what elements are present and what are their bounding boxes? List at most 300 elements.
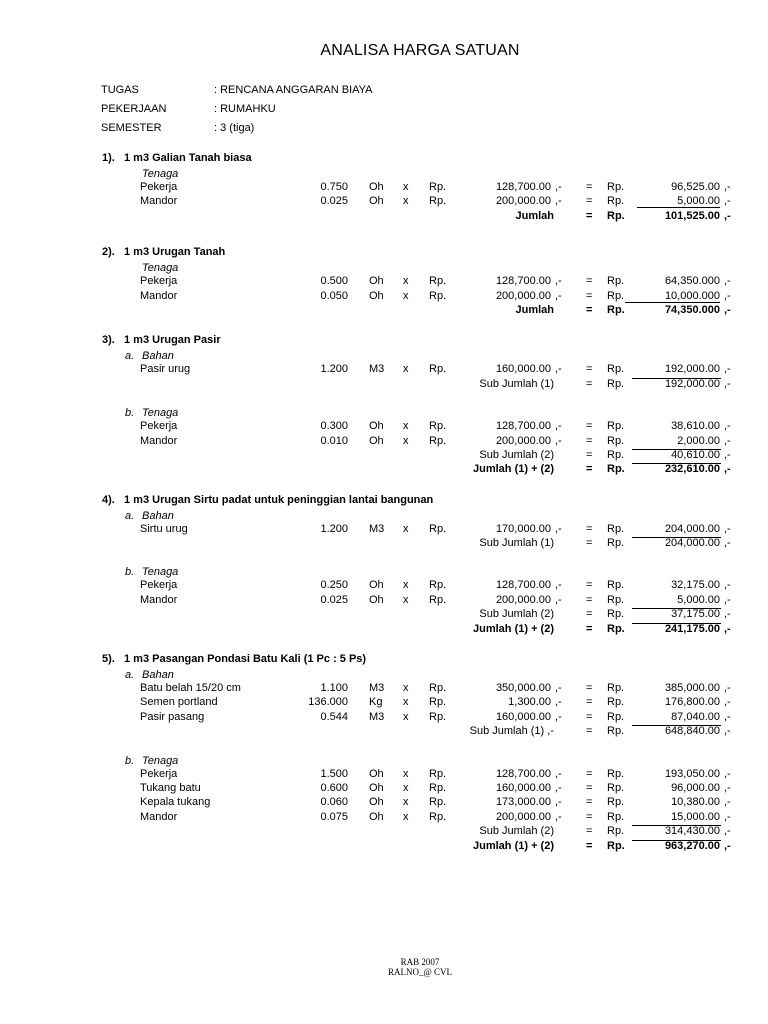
equals-sign: = [586, 839, 593, 852]
item-group [0, 167, 768, 210]
meta-value: : 3 (tiga) [214, 122, 255, 134]
equals-sign: = [586, 579, 593, 592]
price-suffix: ,- [555, 682, 562, 695]
currency-label: Rp. [607, 209, 625, 222]
currency-label: Rp. [607, 696, 625, 709]
equals-sign: = [586, 810, 593, 823]
group-heading [0, 754, 768, 768]
item-unit: Kg [369, 696, 383, 709]
item-total: 385,000.00 [664, 682, 720, 695]
total-suffix: ,- [724, 608, 731, 621]
currency-label: Rp. [607, 463, 625, 476]
currency-label: Rp. [429, 420, 447, 433]
total-suffix: ,- [724, 463, 731, 476]
item-coefficient: 0.060 [320, 796, 348, 809]
item-unit: Oh [369, 593, 384, 606]
item-unit: M3 [369, 682, 385, 695]
section-title [0, 244, 768, 261]
group-prefix: a. [125, 669, 135, 682]
equals-sign: = [586, 209, 593, 222]
currency-label: Rp. [607, 796, 625, 809]
subtotal-row [0, 378, 768, 392]
item-total: 2,000.00 [677, 434, 720, 447]
multiply-sign: x [403, 682, 409, 695]
item-name: Mandor [140, 810, 178, 823]
item-coefficient: 1.200 [320, 522, 348, 535]
item-coefficient: 0.075 [320, 810, 348, 823]
currency-label: Rp. [607, 448, 625, 461]
item-unit-price: 173,000.00 [495, 796, 551, 809]
group-heading [0, 261, 768, 275]
item-total: 193,050.00 [664, 767, 720, 780]
total-suffix: ,- [724, 275, 731, 288]
total-suffix: ,- [724, 522, 731, 535]
item-unit: M3 [369, 363, 385, 376]
group-label: Tenaga [142, 407, 179, 420]
section-total-value: 232,610.00 [664, 463, 720, 476]
item-group [0, 349, 768, 392]
item-coefficient: 0.300 [320, 420, 348, 433]
section-total-label: Jumlah (1) + (2) [473, 463, 554, 476]
section-name: 1 m3 Urugan Pasir [124, 334, 221, 347]
item-total: 38,610.00 [671, 420, 720, 433]
item-unit: Oh [369, 767, 384, 780]
equals-sign: = [586, 522, 593, 535]
item-unit-price: 128,700.00 [495, 181, 551, 193]
item-coefficient: 0.500 [320, 275, 348, 288]
item-unit-price: 128,700.00 [495, 275, 551, 288]
meta-label: PEKERJAAN [101, 103, 167, 115]
item-total: 10,380.00 [671, 796, 720, 809]
currency-label: Rp. [429, 710, 447, 723]
item-unit: Oh [369, 796, 384, 809]
item-unit-price: 1,300.00 [508, 696, 551, 709]
item-name: Mandor [140, 289, 178, 302]
item-group [0, 754, 768, 840]
analysis-section [0, 332, 768, 477]
currency-label: Rp. [429, 275, 447, 288]
item-total: 96,000.00 [671, 781, 720, 794]
equals-sign: = [586, 593, 593, 606]
document-title: ANALISA HARGA SATUAN [320, 42, 520, 59]
currency-label: Rp. [607, 781, 625, 794]
price-suffix: ,- [555, 522, 562, 535]
item-unit-price: 200,000.00 [495, 810, 551, 823]
multiply-sign: x [403, 420, 409, 433]
item-coefficient: 1.200 [320, 363, 348, 376]
subtotal-value: 314,430.00 [664, 825, 720, 838]
multiply-sign: x [403, 363, 409, 376]
currency-label: Rp. [607, 434, 625, 447]
total-suffix: ,- [724, 622, 731, 635]
item-coefficient: 136.000 [308, 696, 348, 709]
item-unit: M3 [369, 522, 385, 535]
equals-sign: = [586, 696, 593, 709]
equals-sign: = [586, 303, 593, 316]
item-unit-price: 170,000.00 [495, 522, 551, 535]
item-name: Pasir pasang [140, 710, 205, 723]
multiply-sign: x [403, 579, 409, 592]
group-heading [0, 167, 768, 181]
item-unit-price: 200,000.00 [495, 289, 551, 302]
item-unit: Oh [369, 434, 384, 447]
item-total: 64,350.000 [664, 275, 720, 288]
price-suffix: ,- [555, 195, 562, 208]
analysis-section [0, 492, 768, 637]
total-suffix: ,- [724, 682, 731, 695]
section-number: 1). [102, 152, 115, 164]
item-name: Tukang batu [140, 781, 201, 794]
subtotal-label: Sub Jumlah (1) ,- [469, 725, 554, 738]
total-suffix: ,- [724, 195, 731, 208]
item-name: Batu belah 15/20 cm [140, 682, 241, 695]
section-total-label: Jumlah (1) + (2) [473, 839, 554, 852]
total-suffix: ,- [724, 434, 731, 447]
currency-label: Rp. [429, 579, 447, 592]
item-name: Pekerja [140, 275, 178, 288]
subtotal-value: 40,610.00 [671, 448, 720, 461]
currency-label: Rp. [607, 195, 625, 208]
currency-label: Rp. [607, 682, 625, 695]
item-name: Pekerja [140, 420, 178, 433]
total-suffix: ,- [724, 825, 731, 838]
subtotal-label: Sub Jumlah (2) [479, 448, 554, 461]
analysis-section [0, 651, 768, 854]
group-prefix: b. [125, 407, 135, 420]
item-unit-price: 200,000.00 [495, 434, 551, 447]
currency-label: Rp. [429, 289, 447, 302]
item-name: Kepala tukang [140, 796, 211, 809]
price-suffix: ,- [555, 696, 562, 709]
currency-label: Rp. [607, 608, 625, 621]
group-prefix: a. [125, 509, 135, 522]
currency-label: Rp. [429, 696, 447, 709]
multiply-sign: x [403, 289, 409, 302]
item-row [0, 363, 768, 377]
equals-sign: = [586, 608, 593, 621]
section-total-label: Jumlah [515, 303, 554, 316]
item-group [0, 509, 768, 552]
equals-sign: = [586, 377, 593, 390]
multiply-sign: x [403, 275, 409, 288]
total-suffix: ,- [724, 363, 731, 376]
item-unit-price: 128,700.00 [495, 767, 551, 780]
item-row [0, 711, 768, 725]
item-name: Pekerja [140, 767, 178, 780]
item-unit-price: 128,700.00 [495, 420, 551, 433]
item-name: Mandor [140, 434, 178, 447]
section-title [0, 651, 768, 668]
multiply-sign: x [403, 195, 409, 208]
multiply-sign: x [403, 181, 409, 193]
meta-value: : RENCANA ANGGARAN BIAYA [214, 84, 373, 96]
total-suffix: ,- [724, 767, 731, 780]
item-unit-price: 160,000.00 [495, 781, 551, 794]
total-suffix: ,- [724, 303, 731, 316]
section-number: 3). [102, 334, 115, 347]
item-name: Pekerja [140, 181, 178, 193]
equals-sign: = [586, 289, 593, 302]
item-row [0, 290, 768, 304]
item-row [0, 195, 768, 209]
item-unit-price: 128,700.00 [495, 579, 551, 592]
total-suffix: ,- [724, 420, 731, 433]
currency-label: Rp. [607, 579, 625, 592]
item-unit-price: 160,000.00 [495, 363, 551, 376]
item-coefficient: 0.050 [320, 289, 348, 302]
section-total-value: 963,270.00 [664, 839, 720, 852]
group-label: Tenaga [142, 168, 179, 180]
item-total: 32,175.00 [671, 579, 720, 592]
item-coefficient: 0.600 [320, 781, 348, 794]
item-coefficient: 0.544 [320, 710, 348, 723]
subtotal-value: 37,175.00 [671, 608, 720, 621]
item-row [0, 696, 768, 710]
currency-label: Rp. [429, 522, 447, 535]
item-total: 5,000.00 [677, 593, 720, 606]
currency-label: Rp. [607, 275, 625, 288]
equals-sign: = [586, 363, 593, 376]
item-row [0, 275, 768, 289]
total-suffix: ,- [724, 181, 731, 193]
page-footer [0, 957, 768, 977]
item-unit: Oh [369, 420, 384, 433]
price-suffix: ,- [555, 289, 562, 302]
item-coefficient: 0.025 [320, 593, 348, 606]
equals-sign: = [586, 181, 593, 193]
meta-value: : RUMAHKU [214, 103, 276, 115]
total-suffix: ,- [724, 377, 731, 390]
currency-label: Rp. [607, 593, 625, 606]
equals-sign: = [586, 463, 593, 476]
group-label: Tenaga [142, 754, 179, 767]
section-number: 2). [102, 246, 115, 259]
section-title [0, 150, 768, 167]
currency-label: Rp. [429, 767, 447, 780]
equals-sign: = [586, 825, 593, 838]
multiply-sign: x [403, 522, 409, 535]
section-total-value: 74,350.000 [664, 303, 720, 316]
item-unit: Oh [369, 275, 384, 288]
price-suffix: ,- [555, 710, 562, 723]
item-total: 204,000.00 [664, 522, 720, 535]
item-name: Sirtu urug [140, 522, 188, 535]
analysis-section [0, 244, 768, 318]
total-suffix: ,- [724, 289, 731, 302]
group-prefix: b. [125, 754, 135, 767]
currency-label: Rp. [607, 377, 625, 390]
multiply-sign: x [403, 810, 409, 823]
total-suffix: ,- [724, 696, 731, 709]
section-number: 5). [102, 653, 115, 666]
item-total: 96,525.00 [671, 181, 720, 193]
group-label: Tenaga [142, 262, 179, 275]
equals-sign: = [586, 725, 593, 738]
section-title [0, 492, 768, 509]
item-row [0, 768, 768, 782]
item-row [0, 420, 768, 434]
section-name: 1 m3 Pasangan Pondasi Batu Kali (1 Pc : 5 Ps) [124, 653, 367, 666]
item-row [0, 782, 768, 796]
section-total-row [0, 623, 768, 637]
currency-label: Rp. [607, 825, 625, 838]
currency-label: Rp. [429, 181, 447, 193]
item-row [0, 181, 768, 195]
total-suffix: ,- [724, 579, 731, 592]
section-number: 4). [102, 493, 115, 506]
item-unit: Oh [369, 579, 384, 592]
group-label: Bahan [142, 509, 174, 522]
total-suffix: ,- [724, 710, 731, 723]
item-name: Mandor [140, 195, 178, 208]
group-label: Tenaga [142, 566, 179, 579]
equals-sign: = [586, 781, 593, 794]
section-total-row [0, 463, 768, 477]
equals-sign: = [586, 195, 593, 208]
footer-line-1: RAB 2007 [400, 957, 440, 967]
item-total: 192,000.00 [664, 363, 720, 376]
currency-label: Rp. [607, 622, 625, 635]
section-name: 1 m3 Galian Tanah biasa [124, 152, 252, 164]
group-heading [0, 349, 768, 363]
price-suffix: ,- [555, 593, 562, 606]
subtotal-row [0, 449, 768, 463]
currency-label: Rp. [429, 796, 447, 809]
group-heading [0, 668, 768, 682]
total-suffix: ,- [724, 810, 731, 823]
currency-label: Rp. [607, 537, 625, 550]
equals-sign: = [586, 420, 593, 433]
price-suffix: ,- [555, 363, 562, 376]
item-coefficient: 0.750 [320, 181, 348, 193]
item-unit: M3 [369, 710, 385, 723]
subtotal-value: 204,000.00 [664, 537, 720, 550]
item-coefficient: 0.250 [320, 579, 348, 592]
section-total-label: Jumlah (1) + (2) [473, 622, 554, 635]
equals-sign: = [586, 275, 593, 288]
item-unit: Oh [369, 810, 384, 823]
section-total-value: 241,175.00 [664, 622, 720, 635]
currency-label: Rp. [607, 363, 625, 376]
item-name: Pasir urug [140, 363, 191, 376]
item-unit-price: 160,000.00 [495, 710, 551, 723]
price-suffix: ,- [555, 420, 562, 433]
equals-sign: = [586, 767, 593, 780]
subtotal-value: 648,840.00 [664, 725, 720, 738]
equals-sign: = [586, 448, 593, 461]
item-total: 10,000.000 [625, 290, 720, 303]
item-unit-price: 350,000.00 [495, 682, 551, 695]
total-suffix: ,- [724, 839, 731, 852]
section-name: 1 m3 Urugan Tanah [124, 246, 226, 259]
price-suffix: ,- [555, 781, 562, 794]
total-suffix: ,- [724, 725, 731, 738]
meta-label: TUGAS [101, 84, 139, 96]
subtotal-label: Sub Jumlah (1) [479, 537, 554, 550]
currency-label: Rp. [429, 434, 447, 447]
currency-label: Rp. [607, 725, 625, 738]
currency-label: Rp. [429, 195, 447, 208]
equals-sign: = [586, 622, 593, 635]
price-suffix: ,- [555, 275, 562, 288]
section-total-label: Jumlah [515, 209, 554, 222]
currency-label: Rp. [607, 420, 625, 433]
item-unit: Oh [369, 195, 384, 208]
analysis-sections [0, 150, 768, 874]
group-prefix: b. [125, 566, 135, 579]
subtotal-row [0, 825, 768, 839]
subtotal-value: 192,000.00 [664, 377, 720, 390]
subtotal-row [0, 537, 768, 551]
total-suffix: ,- [724, 448, 731, 461]
item-group [0, 406, 768, 463]
currency-label: Rp. [607, 710, 625, 723]
multiply-sign: x [403, 434, 409, 447]
currency-label: Rp. [429, 363, 447, 376]
item-row [0, 796, 768, 810]
price-suffix: ,- [555, 579, 562, 592]
price-suffix: ,- [555, 434, 562, 447]
item-coefficient: 1.500 [320, 767, 348, 780]
subtotal-label: Sub Jumlah (1) [479, 377, 554, 390]
currency-label: Rp. [429, 682, 447, 695]
item-row [0, 523, 768, 537]
item-row [0, 682, 768, 696]
analysis-section [0, 150, 768, 224]
currency-label: Rp. [607, 181, 625, 193]
group-prefix: a. [125, 350, 135, 363]
subtotal-row [0, 608, 768, 622]
multiply-sign: x [403, 710, 409, 723]
equals-sign: = [586, 434, 593, 447]
item-unit-price: 200,000.00 [495, 593, 551, 606]
item-total: 87,040.00 [671, 710, 720, 723]
multiply-sign: x [403, 796, 409, 809]
item-name: Semen portland [140, 696, 218, 709]
equals-sign: = [586, 796, 593, 809]
group-label: Bahan [142, 669, 174, 682]
item-unit: Oh [369, 181, 384, 193]
item-total: 15,000.00 [671, 810, 720, 823]
footer-line-2: RALNO_@ CVL [387, 967, 453, 977]
subtotal-label: Sub Jumlah (2) [479, 825, 554, 838]
item-coefficient: 0.025 [320, 195, 348, 208]
section-total-row [0, 304, 768, 318]
meta-label: SEMESTER [101, 122, 162, 134]
total-suffix: ,- [724, 209, 731, 222]
section-total-value: 101,525.00 [664, 209, 720, 222]
total-suffix: ,- [724, 796, 731, 809]
equals-sign: = [586, 682, 593, 695]
item-unit: Oh [369, 289, 384, 302]
group-label: Bahan [142, 350, 174, 363]
section-total-row [0, 210, 768, 224]
item-unit-price: 200,000.00 [495, 195, 551, 208]
subtotal-label: Sub Jumlah (2) [479, 608, 554, 621]
price-suffix: ,- [555, 767, 562, 780]
item-row [0, 579, 768, 593]
price-suffix: ,- [555, 810, 562, 823]
item-group [0, 261, 768, 304]
item-coefficient: 1.100 [320, 682, 348, 695]
currency-label: Rp. [607, 810, 625, 823]
currency-label: Rp. [607, 522, 625, 535]
currency-label: Rp. [607, 289, 625, 302]
currency-label: Rp. [607, 767, 625, 780]
price-suffix: ,- [555, 181, 562, 193]
subtotal-row [0, 725, 768, 739]
item-row [0, 435, 768, 449]
